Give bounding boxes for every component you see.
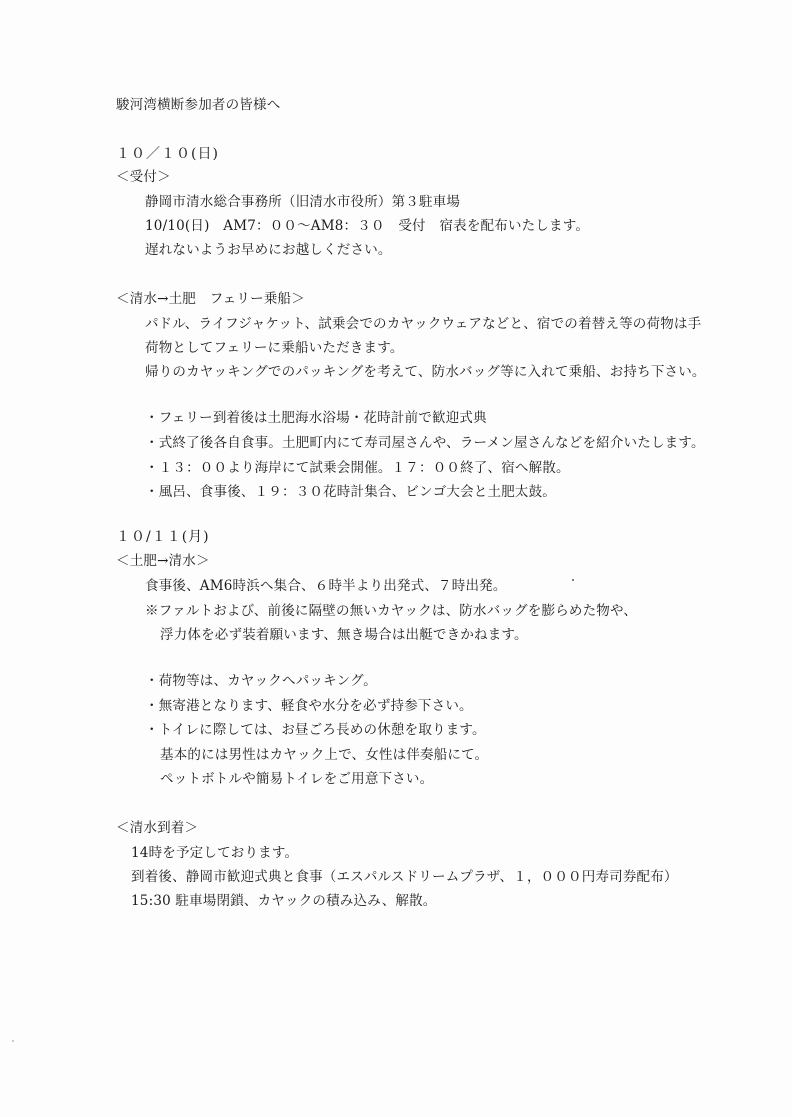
ferry-line: パドル、ライフジャケット、試乗会でのカヤックウェアなどと、宿での着替え等の荷物は手 bbox=[145, 316, 702, 332]
ferry-line: 帰りのカヤッキングでのパッキングを考えて、防水バッグ等に入れて乗船、お持ち下さい。 bbox=[145, 364, 706, 380]
day2-bullet: ・無寄港となります、軽食や水分を必ず持参下さい。 bbox=[145, 698, 473, 714]
day1-date: １０／１０(日) bbox=[116, 146, 219, 162]
document-title: 駿河湾横断参加者の皆様へ bbox=[116, 97, 281, 113]
arrival-heading: ＜清水到着＞ bbox=[116, 820, 199, 836]
ferry-line: 荷物としてフェリーに乗船いただきます。 bbox=[145, 340, 404, 356]
reception-line: 遅れないようお早めにお越しください。 bbox=[145, 242, 392, 258]
arrival-line: 15:30 駐車場閉鎖、カヤックの積み込み、解散。 bbox=[131, 893, 437, 909]
scan-speck bbox=[12, 1040, 14, 1042]
day1-bullet: ・風呂、食事後、１９：３０花時計集合、ビンゴ大会と土肥太鼓。 bbox=[145, 484, 556, 500]
day1-bullet: ・１３：００より海岸にて試乗会開催。１７：００終了、宿へ解散。 bbox=[145, 460, 570, 476]
reception-heading: ＜受付＞ bbox=[116, 169, 171, 185]
reception-line: 静岡市清水総合事務所（旧清水市役所）第３駐車場 bbox=[145, 194, 461, 210]
ferry-heading: ＜清水→土肥 フェリー乗船＞ bbox=[116, 291, 305, 307]
day2-bullet: ・トイレに際しては、お昼ごろ長めの休憩を取ります。 bbox=[145, 722, 486, 738]
arrival-line: 14時を予定しております。 bbox=[131, 845, 299, 861]
day2-bullet: 基本的には男性はカヤック上で、女性は伴奏船にて。 bbox=[160, 747, 489, 763]
crossing-line: ※ファルトおよび、前後に隔壁の無いカヤックは、防水バッグを膨らめた物や、 bbox=[145, 603, 638, 619]
day1-bullet: ・式終了後各自食事。土肥町内にて寿司屋さんや、ラーメン屋さんなどを紹介いたします。 bbox=[145, 435, 705, 451]
scan-speck bbox=[572, 579, 574, 581]
day1-bullet: ・フェリー到着後は土肥海水浴場・花時計前で歓迎式典 bbox=[145, 410, 487, 426]
day2-bullet: ペットボトルや簡易トイレをご用意下さい。 bbox=[160, 771, 434, 787]
crossing-heading: ＜土肥→清水＞ bbox=[116, 553, 210, 569]
day2-date: １０/１１(月) bbox=[116, 529, 210, 545]
crossing-line: 食事後、AM6時浜へ集合、６時半より出発式、７時出発。 bbox=[145, 578, 507, 594]
reception-line: 10/10(日) AM7：００〜AM8：３０ 受付 宿表を配布いたします。 bbox=[145, 218, 590, 234]
day2-bullet: ・荷物等は、カヤックへパッキング。 bbox=[145, 673, 377, 689]
arrival-line: 到着後、静岡市歓迎式典と食事（エスパルスドリームプラザ、１，０００円寿司券配布） bbox=[131, 869, 678, 885]
crossing-line: 浮力体を必ず装着願います、無き場合は出艇できかねます。 bbox=[160, 627, 528, 643]
